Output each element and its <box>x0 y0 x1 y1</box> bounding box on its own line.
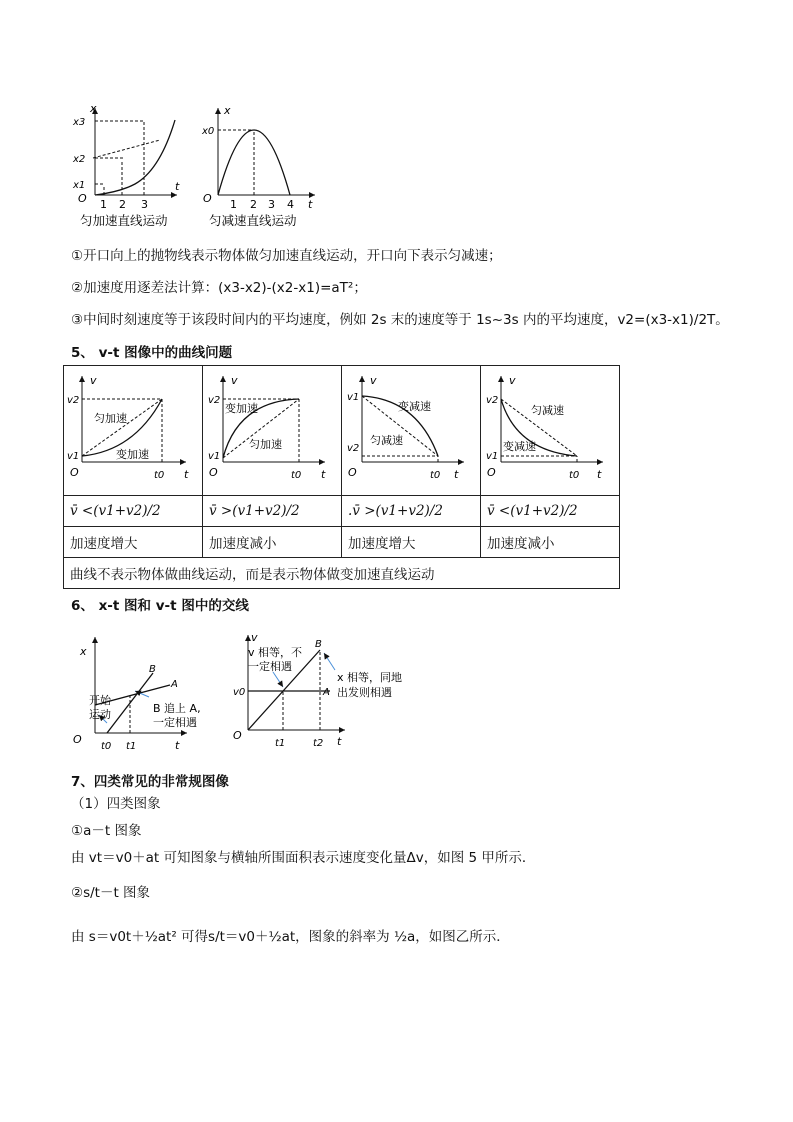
acc-4: 加速度减小 <box>481 527 620 558</box>
avg-2: v̄ >(v1+v2)/2 <box>203 496 342 527</box>
left-ytick-x3: x3 <box>73 117 86 128</box>
acc-2: 加速度减小 <box>203 527 342 558</box>
vt-graph-3 <box>342 366 480 491</box>
svg-text:v: v <box>370 374 377 387</box>
left-ttick-3: 3 <box>141 198 148 211</box>
item2-text: 由 s＝v0t＋½at² 可得s/t＝v0＋½at，图象的斜率为 ½a，如图乙所示． <box>71 929 510 945</box>
item1-text: 由 vt＝v0＋at 可知图象与横轴所围面积表示速度变化量Δv，如图 5 甲所示． <box>71 850 536 866</box>
svg-text:t: t <box>184 468 189 481</box>
xt-A: A <box>171 679 178 690</box>
left-origin: O <box>78 192 87 205</box>
vt1-lower: 变加速 <box>116 448 149 461</box>
left-ttick-1: 1 <box>100 198 107 211</box>
xt-origin: O <box>73 733 82 746</box>
xt-axis-x: x <box>80 645 87 658</box>
xt-start-2: 运动 <box>89 708 111 721</box>
vt2-ybot: v1 <box>208 451 221 462</box>
svg-text:O: O <box>487 466 496 479</box>
vt2-ytop: v2 <box>208 395 221 406</box>
right-caption: 匀减速直线运动 <box>209 213 297 228</box>
vtc-origin: O <box>233 729 242 742</box>
vt3-upper: 变减速 <box>398 400 431 413</box>
svg-text:O: O <box>209 466 218 479</box>
xt-catch-2: 一定相遇 <box>153 716 197 729</box>
item1-heading: ①a－t 图象 <box>71 823 142 839</box>
avg-3: .v̄ >(v1+v2)/2 <box>342 496 481 527</box>
vtc-note2-1: x 相等，同地 <box>337 671 403 684</box>
section5-title: 5、 v-t 图像中的曲线问题 <box>71 345 233 361</box>
svg-text:v: v <box>90 374 97 387</box>
xt-catch-1: B 追上 A, <box>153 702 201 715</box>
top-figures <box>65 100 345 235</box>
note-3: ③中间时刻速度等于该段时间内的平均速度，例如 2s 末的速度等于 1s~3s 内的平均速度，v2=(x3-x1)/2T。 <box>71 312 729 328</box>
vtc-t2: t2 <box>313 738 324 749</box>
vtc-note1-2: 一定相遇 <box>248 660 292 673</box>
right-axis-t: t <box>308 198 313 211</box>
svg-text:v: v <box>231 374 238 387</box>
xt-axis-t: t <box>175 739 180 752</box>
vt3-t0: t0 <box>430 470 441 481</box>
vt-cell-2 <box>203 366 342 496</box>
vt4-upper: 匀减速 <box>531 404 564 417</box>
vtc-v0: v0 <box>233 687 246 698</box>
note-2: ②加速度用逐差法计算：(x3-x2)-(x2-x1)=aT²； <box>71 280 367 296</box>
left-ytick-x2: x2 <box>73 154 86 165</box>
vt3-lower: 匀减速 <box>370 434 403 447</box>
left-caption: 匀加速直线运动 <box>80 213 168 228</box>
section6-figures <box>65 625 425 760</box>
avg-4: v̄ <(v1+v2)/2 <box>481 496 620 527</box>
left-axis-t: t <box>175 180 180 193</box>
vtc-note1-1: v 相等，不 <box>248 646 303 659</box>
section7-sub: （1）四类图象 <box>71 796 161 812</box>
right-axis-x: x <box>224 104 231 117</box>
vt4-ybot: v1 <box>486 451 499 462</box>
vt1-ybot: v1 <box>67 451 80 462</box>
svg-text:v: v <box>509 374 516 387</box>
acc-1: 加速度增大 <box>64 527 203 558</box>
vt2-t0: t0 <box>291 470 302 481</box>
vt2-upper: 变加速 <box>225 402 258 415</box>
svg-text:t: t <box>454 468 459 481</box>
avg-1: v̄ <(v1+v2)/2 <box>64 496 203 527</box>
xt-B: B <box>149 664 156 675</box>
table-footer: 曲线不表示物体做曲线运动，而是表示物体做变加速直线运动 <box>64 558 620 589</box>
svg-text:O: O <box>348 466 357 479</box>
vt-cell-3 <box>342 366 481 496</box>
section6-title: 6、 x-t 图和 v-t 图中的交线 <box>71 598 249 614</box>
section7-title: 7、四类常见的非常规图像 <box>71 774 229 790</box>
left-ytick-x1: x1 <box>73 180 86 191</box>
right-ttick-2: 2 <box>250 198 257 211</box>
right-ytick-x0: x0 <box>202 126 215 137</box>
acc-3: 加速度增大 <box>342 527 481 558</box>
xt-start-1: 开始 <box>89 694 111 707</box>
vt3-ytop: v1 <box>347 392 360 403</box>
xt-t0: t0 <box>101 741 112 752</box>
vtc-B: B <box>315 639 322 650</box>
vt4-ytop: v2 <box>486 395 499 406</box>
vtc-axis-v: v <box>251 631 258 644</box>
vt2-lower: 匀加速 <box>249 438 282 451</box>
vtc-note2-2: 出发则相遇 <box>337 686 392 699</box>
vt-cell-1 <box>64 366 203 496</box>
right-ttick-3: 3 <box>268 198 275 211</box>
vt4-lower: 变减速 <box>503 440 536 453</box>
vt1-upper: 匀加速 <box>94 412 127 425</box>
graph-uniform-decel <box>218 108 315 195</box>
right-origin: O <box>203 192 212 205</box>
vt-graph-1 <box>64 366 202 491</box>
item2-heading: ②s/t－t 图象 <box>71 885 151 901</box>
right-ttick-4: 4 <box>287 198 294 211</box>
vt-graph-4 <box>481 366 619 491</box>
svg-text:t: t <box>321 468 326 481</box>
vt-table <box>63 365 620 589</box>
vt-graph-2 <box>203 366 341 491</box>
left-axis-x: x <box>90 102 97 115</box>
right-ttick-1: 1 <box>230 198 237 211</box>
left-ttick-2: 2 <box>119 198 126 211</box>
note-1: ①开口向上的抛物线表示物体做匀加速直线运动，开口向下表示匀减速； <box>71 248 502 264</box>
vtc-A: A <box>323 687 330 698</box>
vt1-ytop: v2 <box>67 395 80 406</box>
xt-t1: t1 <box>126 741 137 752</box>
vtc-axis-t: t <box>337 735 342 748</box>
vt3-ybot: v2 <box>347 443 360 454</box>
svg-text:t: t <box>597 468 602 481</box>
vt4-t0: t0 <box>569 470 580 481</box>
svg-text:O: O <box>70 466 79 479</box>
graph-uniform-accel <box>93 108 177 195</box>
vt-cell-4 <box>481 366 620 496</box>
vtc-t1: t1 <box>275 738 286 749</box>
vt1-t0: t0 <box>154 470 165 481</box>
